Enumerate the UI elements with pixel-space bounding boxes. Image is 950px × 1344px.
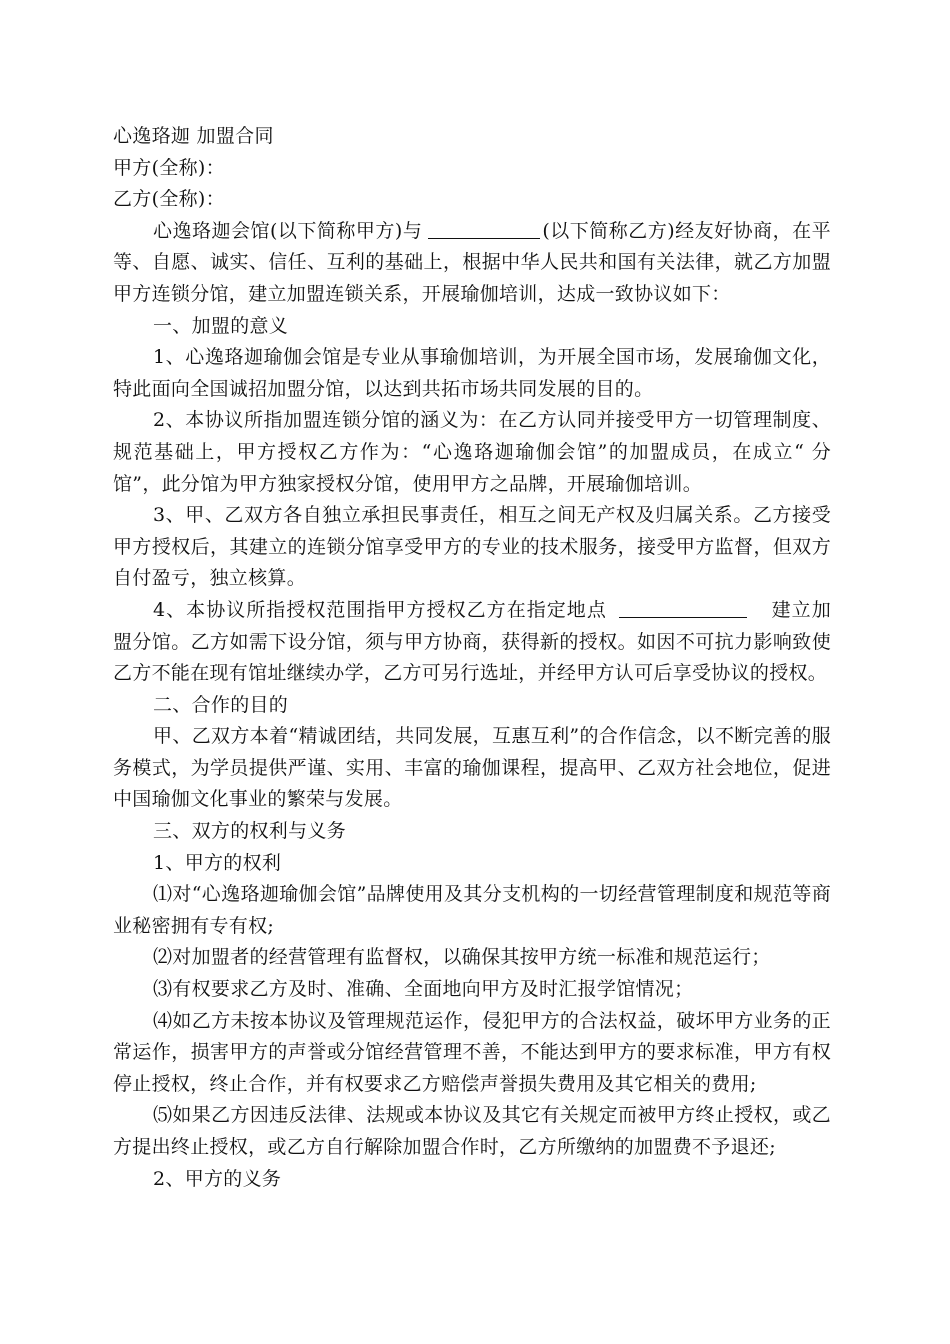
section-1-item-4 bbox=[113, 595, 831, 690]
party-a-rights-heading: 1、甲方的权利 bbox=[153, 851, 282, 874]
intro-text-end: (以下简称乙方)经友好协商，在平等、自愿、诚实、信任、互利的基础上，根据中华人民共和国有关法律，就乙方加盟甲方连锁分馆，建立加盟连锁关系，开展瑜伽培训，达成一致协议如下： bbox=[113, 219, 831, 305]
party-a-right-4: ⑷如乙方未按本协议及管理规范运作，侵犯甲方的合法权益，破坏甲方业务的正常运作，损害甲方的声誉或分馆经营管理不善，不能达到甲方的要求标准，甲方有权停止授权，终止合作，并有权要求乙方赔偿声誉损失费用及其它相关的费用; bbox=[113, 1009, 831, 1095]
section-1-heading: 一、加盟的意义 bbox=[153, 314, 289, 337]
contract-body bbox=[113, 121, 831, 1195]
party-a-right-3: ⑶有权要求乙方及时、准确、全面地向甲方及时汇报学馆情况； bbox=[153, 978, 694, 1001]
party-b-label: 乙方(全称)： bbox=[113, 188, 225, 211]
section-2-body: 甲、乙双方本着“精诚团结，共同发展，互惠互利”的合作信念，以不断完善的服务模式，为学员提供严谨、实用、丰富的瑜伽课程，提高甲、乙双方社会地位，促进中国瑜伽文化事业的繁荣与发展。 bbox=[113, 725, 831, 811]
contract-title: 心逸珞迦 加盟合同 bbox=[113, 125, 274, 147]
item-4-text-end: 建立加盟分馆。乙方如需下设分馆，须与甲方协商，获得新的授权。如因不可抗力影响致使乙方不能在现有馆址继续办学，乙方可另行选址，并经甲方认可后享受协议的授权。 bbox=[113, 598, 831, 685]
section-2-heading: 二、合作的目的 bbox=[153, 693, 289, 716]
party-a-label: 甲方(全称)： bbox=[113, 156, 225, 179]
section-3-heading: 三、双方的权利与义务 bbox=[153, 820, 347, 843]
party-a-right-5: ⑸如果乙方因违反法律、法规或本协议及其它有关规定而被甲方终止授权，或乙方提出终止授权，或乙方自行解除加盟合作时，乙方所缴纳的加盟费不予退还; bbox=[113, 1104, 831, 1158]
section-1-item-2: 2、本协议所指加盟连锁分馆的涵义为：在乙方认同并接受甲方一切管理制度、规范基础上，甲方授权乙方作为：“心逸珞迦瑜伽会馆”的加盟成员，在成立“ 分馆”，此分馆为甲方独家授权分馆，使用甲方之品牌，开展瑜伽培训。 bbox=[113, 409, 831, 495]
section-1-item-1: 1、心逸珞迦瑜伽会馆是专业从事瑜伽培训，为开展全国市场，发展瑜伽文化，特此面向全国诚招加盟分馆，以达到共拓市场共同发展的目的。 bbox=[113, 346, 831, 400]
party-a-duties-heading: 2、甲方的义务 bbox=[153, 1167, 282, 1190]
item-4-text-start: 4、本协议所指授权范围指甲方授权乙方在指定地点 bbox=[153, 598, 607, 621]
party-a-right-1: ⑴对“心逸珞迦瑜伽会馆”品牌使用及其分支机构的一切经营管理制度和规范等商业秘密拥有专有权; bbox=[113, 883, 831, 937]
intro-paragraph bbox=[113, 216, 831, 311]
party-b-name-blank bbox=[428, 220, 540, 239]
party-a-right-2: ⑵对加盟者的经营管理有监督权，以确保其按甲方统一标准和规范运行； bbox=[153, 946, 771, 969]
location-blank bbox=[619, 599, 747, 618]
section-1-item-3: 3、甲、乙双方各自独立承担民事责任，相互之间无产权及归属关系。乙方接受甲方授权后，其建立的连锁分馆享受甲方的专业的技术服务，接受甲方监督，但双方自付盈亏，独立核算。 bbox=[113, 504, 831, 590]
intro-text-start: 心逸珞迦会馆(以下简称甲方)与 bbox=[153, 219, 423, 242]
